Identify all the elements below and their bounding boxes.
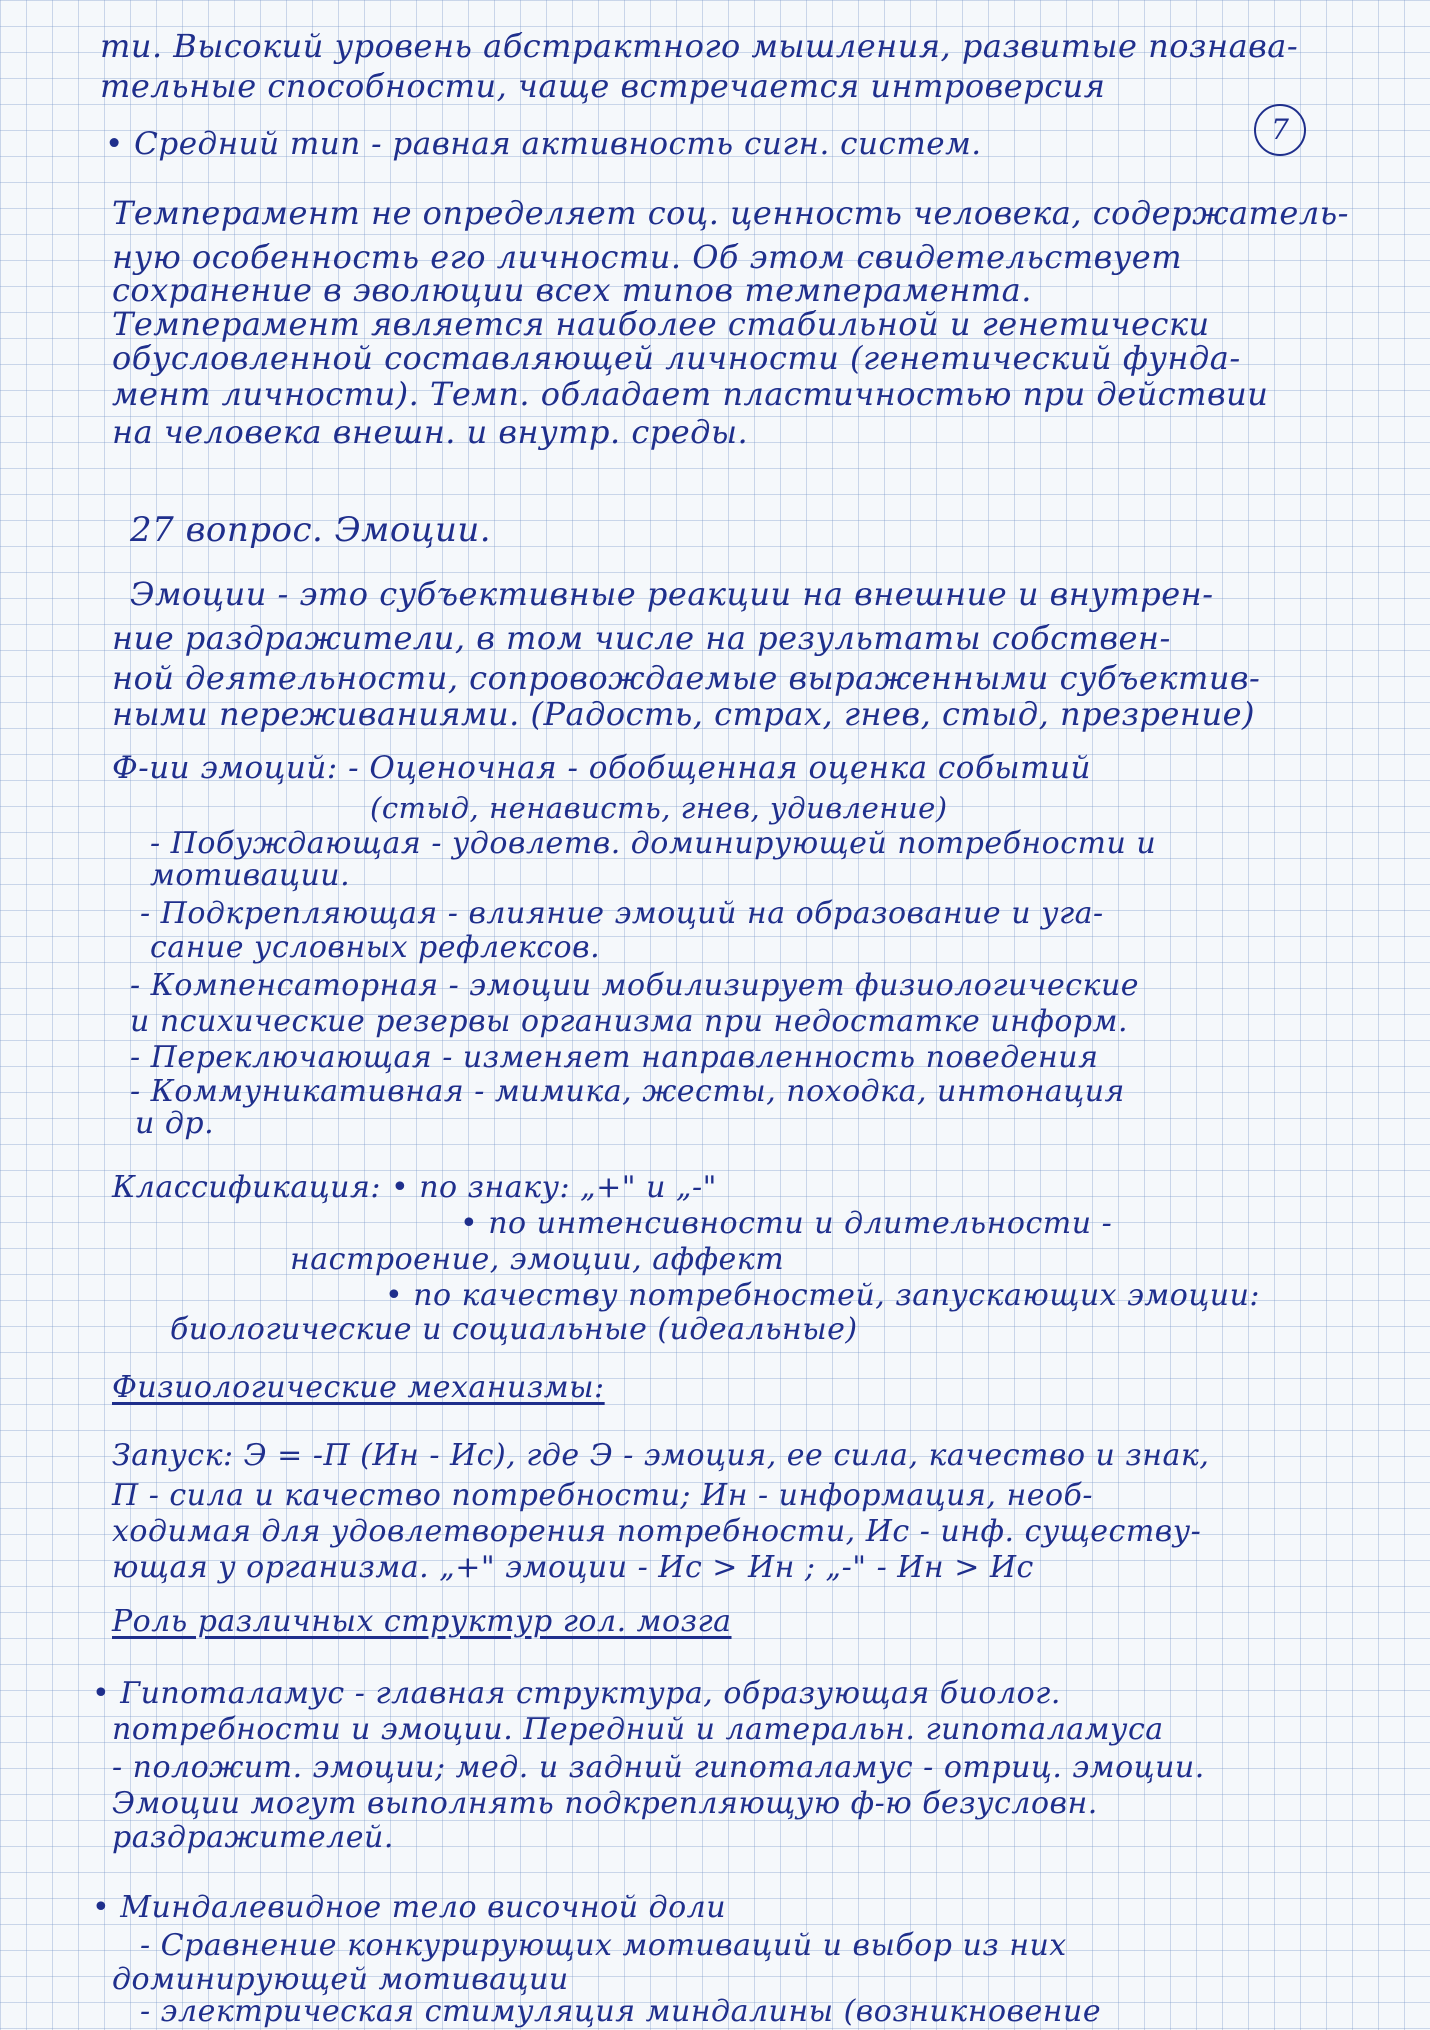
text-line: ными переживаниями. (Радость, страх, гнев, стыд, презрение) <box>112 695 1255 733</box>
text-line: - электрическая стимуляция миндалины (возникновение <box>140 1994 1102 2029</box>
formula-line: Запуск: Э = -П (Ин - Ис), где Э - эмоция, ее сила, качество и знак, <box>112 1438 1210 1473</box>
text-line: настроение, эмоции, аффект <box>290 1242 785 1277</box>
text-line: - Подкрепляющая - влияние эмоций на образование и уга- <box>140 896 1104 931</box>
text-line: Темперамент является наиболее стабильной и генетически <box>112 305 1210 343</box>
text-line: мент личности). Темп. обладает пластичностью при действии <box>112 375 1269 413</box>
text-line: - положит. эмоции; мед. и задний гипоталамус - отриц. эмоции. <box>112 1750 1205 1785</box>
text-line: ющая у организма. „+" эмоции - Ис > Ин ; „-" - Ин > Ис <box>112 1550 1034 1585</box>
text-line: раздражителей. <box>112 1820 394 1855</box>
mechanisms-heading: Физиологические механизмы: <box>112 1370 605 1405</box>
text-line: Эмоции могут выполнять подкрепляющую ф-ю безусловн. <box>112 1786 1098 1821</box>
text-line: и др. <box>135 1106 215 1141</box>
text-line: ти. Высокий уровень абстрактного мышления, развитые познава- <box>100 27 1299 65</box>
text-line: - Компенсаторная - эмоции мобилизирует физиологические <box>130 968 1140 1003</box>
text-line: - Коммуникативная - мимика, жесты, походка, интонация <box>130 1074 1125 1109</box>
text-line: ние раздражители, в том числе на результаты собствен- <box>112 619 1171 657</box>
text-line: - Переключающая - изменяет направленность поведения <box>130 1040 1099 1075</box>
text-line: доминирующей мотивации <box>112 1962 569 1997</box>
functions-heading: Ф-ии эмоций: - Оценочная - обобщенная оценка событий <box>112 750 1091 786</box>
text-line: • Гипоталамус - главная структура, образующая биолог. <box>92 1676 1061 1711</box>
text-line: • Средний тип - равная активность сигн. систем. <box>105 126 982 162</box>
brain-structures-heading: Роль различных структур гол. мозга <box>112 1604 732 1639</box>
text-line: ходимая для удовлетворения потребности, Ис - инф. существу- <box>112 1514 1202 1549</box>
text-line: сание условных рефлексов. <box>150 930 601 965</box>
text-line: и психические резервы организма при недостатке информ. <box>130 1004 1129 1039</box>
text-line: потребности и эмоции. Передний и латеральн. гипоталамуса <box>112 1712 1164 1747</box>
text-line: - Сравнение конкурирующих мотиваций и выбор из них <box>140 1928 1067 1963</box>
text-line: тельные способности, чаще встречается интроверсия <box>100 67 1106 105</box>
text-line: сохранение в эволюции всех типов темперамента. <box>112 271 1032 309</box>
text-line: ной деятельности, сопровождаемые выраженными субъектив- <box>112 659 1261 697</box>
text-line: обусловленной составляющей личности (генетический фунда- <box>112 339 1241 377</box>
text-line: (стыд, ненависть, гнев, удивление) <box>370 791 948 825</box>
section-heading: 27 вопрос. Эмоции. <box>130 510 492 550</box>
text-line: • по качеству потребностей, запускающих эмоции: <box>385 1278 1261 1313</box>
text-line: Темперамент не определяет соц. ценность человека, содержатель- <box>112 194 1349 232</box>
page-number: 7 <box>1254 104 1306 156</box>
text-line: Эмоции - это субъективные реакции на внешние и внутрен- <box>130 575 1214 613</box>
text-line: • Миндалевидное тело височной доли <box>92 1890 727 1925</box>
text-line: на человека внешн. и внутр. среды. <box>112 413 749 451</box>
classification-heading: Классификация: • по знаку: „+" и „-" <box>112 1170 717 1205</box>
text-line: мотивации. <box>150 858 351 893</box>
text-line: биологические и социальные (идеальные) <box>170 1312 858 1347</box>
text-line: - Побуждающая - удовлетв. доминирующей потребности и <box>150 826 1157 861</box>
text-line: • по интенсивности и длительности - <box>460 1206 1113 1241</box>
text-line: ную особенность его личности. Об этом свидетельствует <box>112 238 1183 276</box>
text-line: П - сила и качество потребности; Ин - информация, необ- <box>112 1478 1093 1513</box>
